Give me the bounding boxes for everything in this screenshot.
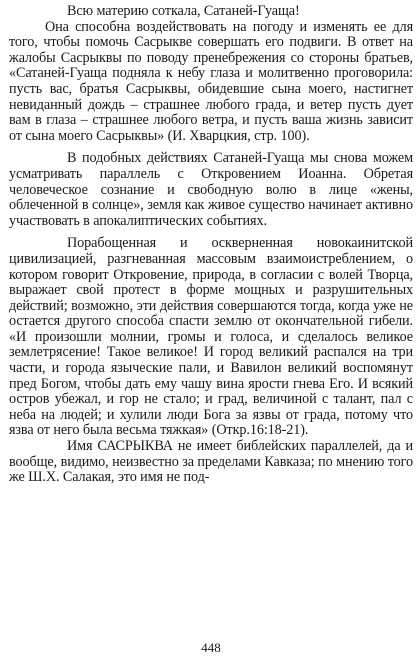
- book-page: [9, 4, 413, 658]
- paragraph-4: Имя САСРЫКВА не имеет библейских параллелей, да и вообще, видимо, неизвестно за пределами Кавказа; по мнению того же Ш.Х. Салакая, это имя не под-: [9, 438, 413, 486]
- paragraph-3: Порабощенная и оскверненная новокаинитской цивилизацией, разгневанная массовым взаимоистреблением, о котором говорит Откровение, природа, в согласии с волей Творца, выражает свой протест в форме мощных и разрушительных действий; возможно, эти действия совершаются тогда, когда уже не остается другого способа спасти землю от окончательной гибели. «И произошли молнии, громы и голоса, и сделалось великое землетрясение! Такое великое! И город великий распался на три части, и города языческие пали, и Вавилон великий воспомянут пред Богом, чтобы дать ему чашу вина ярости гнева Его. И всякий остров убежал, и гор не стало; и град, величиной с талант, пал с неба на людей; и хулили люди Бога за язвы от града, потому что язва от него была весьма тяжкая» (Откр.16:18-21).: [9, 235, 413, 439]
- body-text: [9, 4, 413, 486]
- paragraph-1-heading-line: Всю материю соткала, Сатаней-Гуаща!: [67, 3, 300, 19]
- paragraph-2: В подобных действиях Сатаней-Гуаща мы снова можем усматривать параллель с Откровением Иоанна. Обретая человеческое сознание и свободную волю в лице «жены, облеченной в солнце», земля как живое существо начинает активно участвовать в апокалиптических событиях.: [9, 150, 413, 229]
- page-number: 448: [201, 640, 221, 655]
- paragraph-1: Она способна воздействовать на погоду и изменять ее для того, чтобы помочь Сасрыкве совершать его подвиги. В ответ на жалобы Сасрыквы по поводу пренебрежения со стороны братьев, «Сатаней-Гуаща подняла к небу глаза и молитвенно проговорила: пусть вас, братья Сасрыквы, обидевшие сына моего, настигнет невиданный дождь – страшнее любого града, и ветер пусть дует вам в глаза – страшнее любого ветра, и пусть ваша жизнь зависит от сына моего Сасрыквы» (И. Хварцкия, стр. 100).: [9, 18, 413, 144]
